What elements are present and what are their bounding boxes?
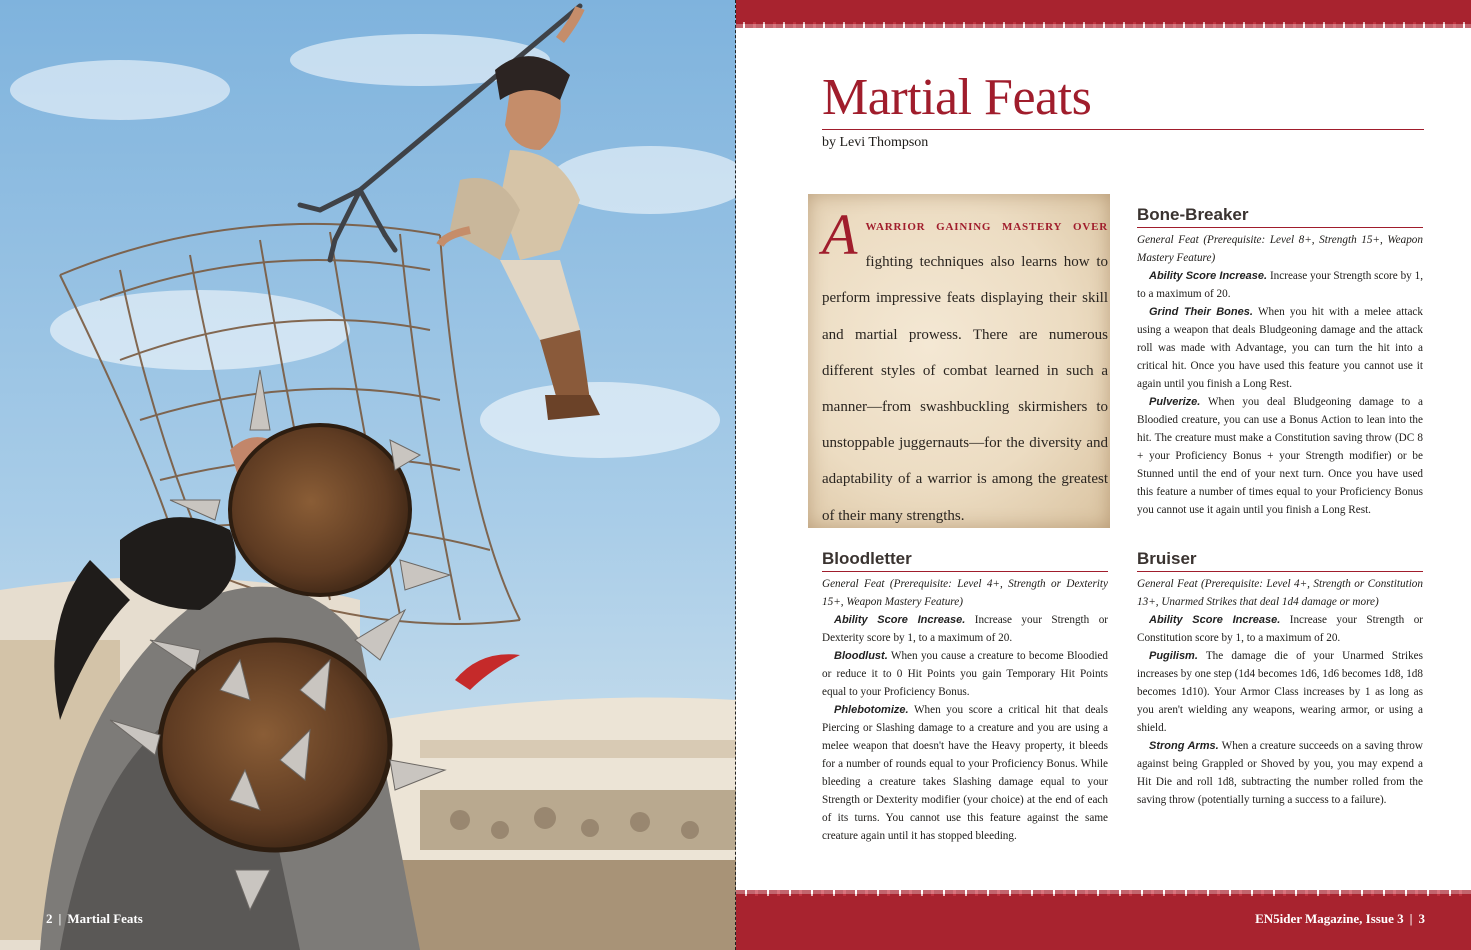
feat-feature <box>1137 393 1423 519</box>
feature-text: When you hit with a melee attack using a weapon that deals Bludgeoning damage and the attack roll was made with Advantage, you can turn the hit into a critical hit. Once you have used this feature you cannot use it again until you finish a Long Rest. <box>1137 306 1423 390</box>
top-band <box>736 0 1471 24</box>
intro-text: fighting techniques also learns how to perform impressive feats displaying their skill and martial prowess. There are numerous different styles of combat learned in such a manner—from swashbuckling skirmishers to unstoppable juggernauts—for the diversity and adaptability of a warrior is among the greatest of their many strengths. <box>822 254 1108 524</box>
right-folio <box>1255 911 1425 927</box>
feature-label: Strong Arms. <box>1149 740 1219 752</box>
feature-text: When you cause a creature to become Bloodied or reduce it to 0 Hit Points you gain Temporary Hit Points equal to your Proficiency Bonus. <box>822 650 1108 698</box>
feature-label: Ability Score Increase. <box>1149 614 1281 626</box>
feature-label: Ability Score Increase. <box>1149 270 1268 282</box>
feat-bloodletter <box>822 548 1108 845</box>
feature-label: Pulverize. <box>1149 396 1201 408</box>
left-folio <box>46 911 143 927</box>
feat-feature <box>1137 647 1423 737</box>
feat-feature <box>1137 267 1423 303</box>
feat-feature <box>1137 737 1423 809</box>
drop-cap: A <box>822 202 858 267</box>
feature-label: Grind Their Bones. <box>1149 306 1253 318</box>
feat-feature <box>822 611 1108 647</box>
feature-label: Phlebotomize. <box>834 704 909 716</box>
feat-bruiser <box>1137 548 1423 809</box>
feature-text: Increase your Strength score by 1, to a maximum of 20. <box>1137 270 1423 300</box>
feature-label: Bloodlust. <box>834 650 888 662</box>
feat-feature <box>822 647 1108 701</box>
feat-bone-breaker <box>1137 204 1423 519</box>
intro-paragraph <box>822 202 1108 534</box>
left-page-number: 2 <box>46 911 53 926</box>
page-title: Martial Feats <box>822 69 1092 126</box>
page-divider <box>735 0 736 950</box>
feat-prerequisite: General Feat (Prerequisite: Level 4+, Strength or Dexterity 15+, Weapon Mastery Feature) <box>822 578 1108 608</box>
right-page-number: 3 <box>1418 911 1425 926</box>
feature-text: The damage die of your Unarmed Strikes increases by one step (1d4 becomes 1d6, 1d6 becomes 1d8, 1d8 becomes 1d10). Your Armor Class increases by 1 as long as you aren't wielding any weapons, wearing armor, or using a shield. <box>1137 650 1423 734</box>
left-folio-title: Martial Feats <box>67 911 143 926</box>
feat-heading: Bruiser <box>1137 548 1423 572</box>
right-folio-title: EN5ider Magazine, Issue 3 <box>1255 911 1404 926</box>
right-folio-separator: | <box>1409 911 1413 926</box>
feature-text: Increase your Strength or Constitution score by 1, to a maximum of 20. <box>1137 614 1424 644</box>
byline: by Levi Thompson <box>822 135 929 150</box>
feat-heading: Bloodletter <box>822 548 1108 572</box>
feature-label: Ability Score Increase. <box>834 614 966 626</box>
feature-text: When a creature succeeds on a saving throw against being Grappled or Shoved by you, you may expend a Hit Die and roll 1d8, subtracting the number rolled from the saving throw (potentially turning a success to a failure). <box>1137 740 1423 806</box>
right-page <box>736 0 1471 950</box>
feat-feature <box>1137 303 1423 393</box>
feat-heading: Bone-Breaker <box>1137 204 1423 228</box>
feat-prerequisite: General Feat (Prerequisite: Level 8+, Strength 15+, Weapon Mastery Feature) <box>1137 234 1423 264</box>
feat-feature <box>1137 611 1423 647</box>
intro-lead: warrior gaining mastery over <box>865 218 1108 234</box>
intro-box <box>808 194 1110 528</box>
feature-label: Pugilism. <box>1149 650 1198 662</box>
feature-text: When you deal Bludgeoning damage to a Bloodied creature, you can use a Bonus Action to lean into the hit. The creature must make a Constitution saving throw (DC 8 + your Proficiency Bonus + your Strength modifier) or be Stunned until the end of your next turn. Once you have used this feature a number of times equal to your Proficiency Bonus you cannot use it again until you finish a Long Rest. <box>1137 396 1423 516</box>
feat-prerequisite: General Feat (Prerequisite: Level 4+, Strength or Constitution 13+, Unarmed Strikes that deal 1d4 damage or more) <box>1137 578 1423 608</box>
title-rule <box>822 129 1424 130</box>
feature-text: Increase your Strength or Dexterity score by 1, to a maximum of 20. <box>822 614 1109 644</box>
left-folio-separator: | <box>58 911 62 926</box>
feature-text: When you score a critical hit that deals Piercing or Slashing damage to a creature and you are using a melee weapon that doesn't have the Heavy property, it bleeds for a number of rounds equal to your Proficiency Bonus. While bleeding a creature takes Slashing damage equal to your Strength or Dexterity modifier (your choice) at the end of each of its turns. You cannot use this feature against the same creature again until it has stopped bleeding. <box>822 704 1108 842</box>
feat-feature <box>822 701 1108 845</box>
